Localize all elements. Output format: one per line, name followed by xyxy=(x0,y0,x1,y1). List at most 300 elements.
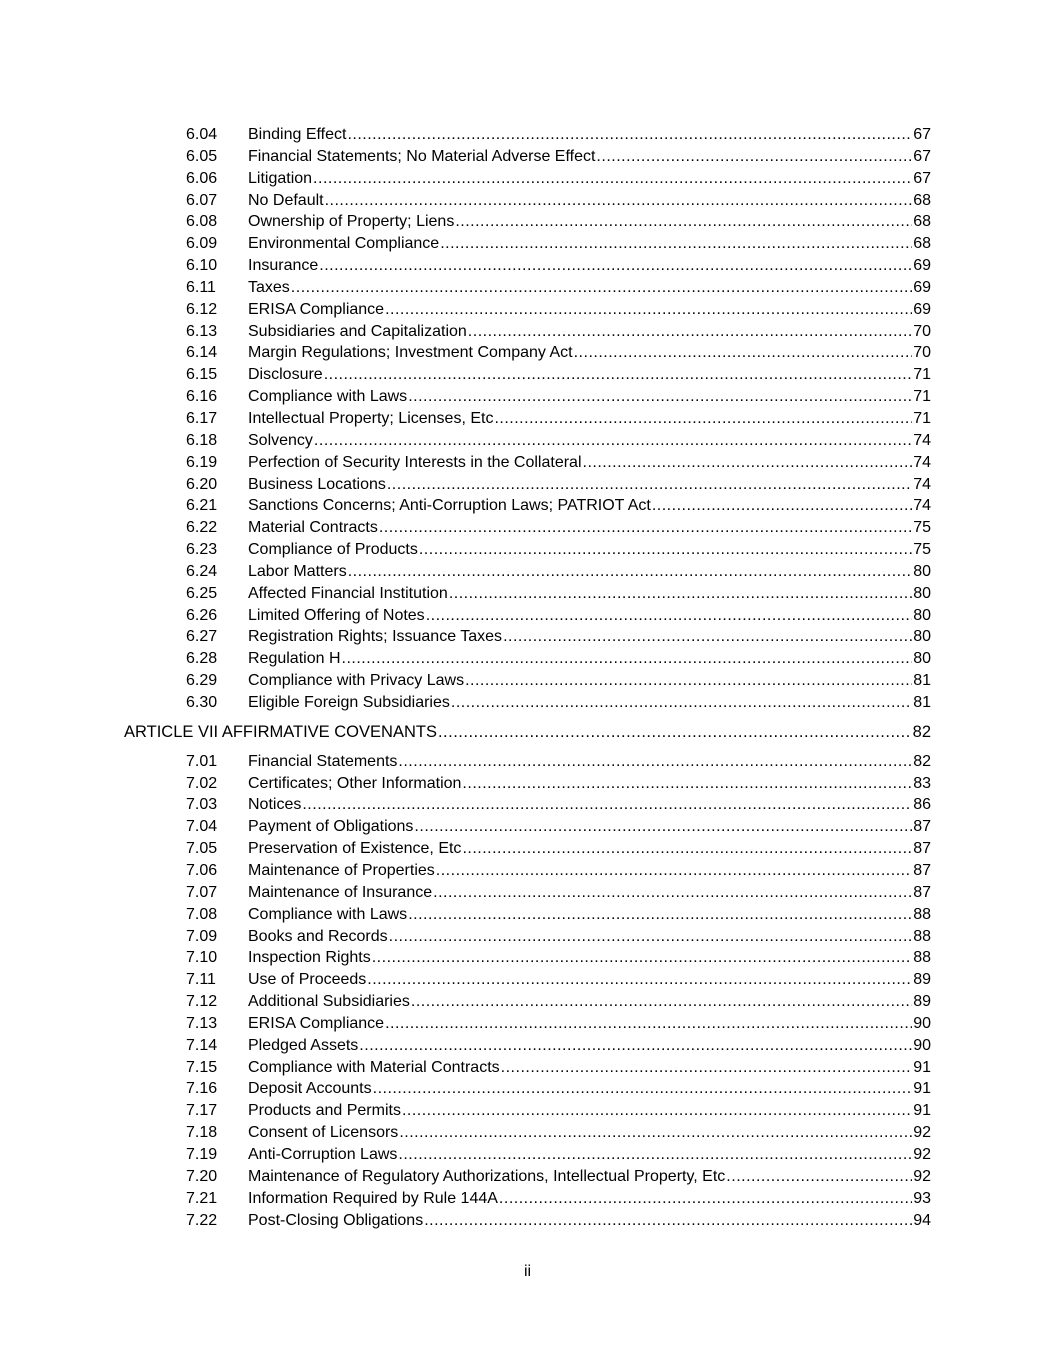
toc-row[interactable] xyxy=(0,882,1055,904)
section-page: 75 xyxy=(913,519,931,537)
toc-entry xyxy=(248,364,931,386)
dot-leader xyxy=(385,299,912,321)
toc-row[interactable] xyxy=(0,904,1055,926)
toc-row[interactable] xyxy=(0,860,1055,882)
section-number: 7.13 xyxy=(186,1014,218,1032)
section-title: Compliance with Laws xyxy=(248,905,408,923)
section-title: Financial Statements; No Material Adverse Effect xyxy=(248,147,596,165)
section-title: Perfection of Security Interests in the Collateral xyxy=(248,453,582,471)
dot-leader xyxy=(424,1210,912,1232)
toc-entry xyxy=(248,794,931,816)
section-number: 7.06 xyxy=(186,862,218,879)
section-page: 89 xyxy=(913,993,931,1011)
section-number: 6.25 xyxy=(186,584,218,602)
dot-leader xyxy=(389,926,913,948)
section-page: 67 xyxy=(913,147,931,165)
dot-leader xyxy=(468,321,912,343)
section-title: Books and Records xyxy=(248,927,388,945)
dot-leader xyxy=(387,474,912,496)
toc-row[interactable] xyxy=(0,386,1055,408)
toc-row[interactable] xyxy=(0,146,1055,168)
section-number: 7.19 xyxy=(186,1145,218,1163)
toc-entry xyxy=(248,882,931,904)
section-page: 70 xyxy=(913,322,931,340)
toc-row[interactable] xyxy=(0,342,1055,364)
section-number: 7.20 xyxy=(186,1167,218,1185)
dot-leader xyxy=(291,277,912,299)
dot-leader xyxy=(398,751,912,773)
section-number: 6.14 xyxy=(186,344,218,362)
toc-entry xyxy=(248,190,931,212)
toc-row[interactable] xyxy=(0,321,1055,343)
dot-leader xyxy=(302,794,912,816)
toc-row[interactable] xyxy=(0,1166,1055,1188)
section-title: Compliance of Products xyxy=(248,541,418,559)
section-page: 92 xyxy=(913,1167,931,1185)
article-title: ARTICLE VII AFFIRMATIVE COVENANTS xyxy=(124,722,437,741)
section-page: 68 xyxy=(913,213,931,231)
dot-leader xyxy=(372,947,912,969)
toc-entry xyxy=(248,926,931,948)
dot-leader xyxy=(419,539,912,561)
toc-entry xyxy=(248,838,931,860)
section-title: Information Required by Rule 144A xyxy=(248,1189,498,1207)
section-number: 7.02 xyxy=(186,774,218,792)
toc-entry xyxy=(248,299,931,321)
section-page: 86 xyxy=(913,796,931,814)
section-title: Preservation of Existence, Etc xyxy=(248,840,462,858)
toc-row[interactable] xyxy=(0,583,1055,605)
toc-entry xyxy=(248,452,931,474)
section-number: 6.11 xyxy=(186,278,216,296)
table-of-contents xyxy=(0,124,1055,1231)
toc-entry xyxy=(248,386,931,408)
dot-leader xyxy=(367,969,912,991)
toc-row[interactable] xyxy=(0,1013,1055,1035)
section-page: 71 xyxy=(913,388,931,406)
section-number: 7.05 xyxy=(186,840,218,858)
toc-entry xyxy=(248,1144,931,1166)
toc-entry xyxy=(248,773,931,795)
toc-row[interactable] xyxy=(0,517,1055,539)
toc-entry xyxy=(248,1078,931,1100)
section-number: 7.04 xyxy=(186,818,218,836)
dot-leader xyxy=(440,233,912,255)
section-page: 74 xyxy=(913,453,931,471)
dot-leader xyxy=(325,190,913,212)
dot-leader xyxy=(313,168,912,190)
section-title: Anti-Corruption Laws xyxy=(248,1145,398,1163)
section-title: Maintenance of Regulatory Authorizations, Intellectual Property, Etc xyxy=(248,1167,726,1185)
dot-leader xyxy=(414,816,912,838)
dot-leader xyxy=(408,904,912,926)
toc-row[interactable] xyxy=(0,190,1055,212)
section-number: 6.13 xyxy=(186,322,218,340)
section-number: 6.21 xyxy=(186,497,218,515)
toc-entry xyxy=(248,277,931,299)
section-page: 87 xyxy=(913,840,931,858)
section-title: Additional Subsidiaries xyxy=(248,993,410,1011)
toc-row[interactable] xyxy=(0,364,1055,386)
section-page: 75 xyxy=(913,541,931,559)
dot-leader xyxy=(398,1144,912,1166)
section-title: Margin Regulations; Investment Company Act xyxy=(248,344,573,362)
section-title: Compliance with Privacy Laws xyxy=(248,672,465,690)
section-page: 82 xyxy=(913,752,931,770)
section-page: 81 xyxy=(913,693,931,711)
section-title: Labor Matters xyxy=(248,562,347,580)
toc-entry xyxy=(248,517,931,539)
dot-leader xyxy=(319,255,912,277)
toc-row[interactable] xyxy=(0,233,1055,255)
section-page: 69 xyxy=(913,278,931,296)
section-page: 67 xyxy=(913,169,931,187)
dot-leader xyxy=(426,605,913,627)
section-page: 91 xyxy=(913,1080,931,1098)
toc-row[interactable] xyxy=(0,969,1055,991)
toc-entry xyxy=(248,1057,931,1079)
section-title: Notices xyxy=(248,796,302,814)
section-page: 92 xyxy=(913,1145,931,1163)
toc-entry xyxy=(248,321,931,343)
section-number: 7.18 xyxy=(186,1124,218,1142)
section-number: 7.03 xyxy=(186,796,218,814)
toc-row[interactable] xyxy=(0,539,1055,561)
section-number: 7.09 xyxy=(186,927,218,945)
section-page: 83 xyxy=(913,774,931,792)
dot-leader xyxy=(652,495,912,517)
section-page: 68 xyxy=(913,191,931,209)
toc-row[interactable] xyxy=(0,605,1055,627)
section-title: Subsidiaries and Capitalization xyxy=(248,322,467,340)
toc-entry xyxy=(248,1188,931,1210)
section-page: 94 xyxy=(913,1211,931,1229)
section-title: Business Locations xyxy=(248,475,386,493)
toc-row[interactable] xyxy=(0,1100,1055,1122)
section-number: 6.05 xyxy=(186,147,218,165)
section-number: 6.12 xyxy=(186,300,218,318)
toc-entry xyxy=(248,168,931,190)
section-title: Solvency xyxy=(248,431,313,449)
toc-entry xyxy=(248,211,931,233)
section-number: 6.04 xyxy=(186,126,218,143)
section-number: 6.07 xyxy=(186,191,218,209)
section-title: Environmental Compliance xyxy=(248,235,440,253)
section-title: Inspection Rights xyxy=(248,949,371,967)
toc-row[interactable] xyxy=(0,648,1055,670)
section-page: 74 xyxy=(913,497,931,515)
toc-entry xyxy=(248,648,931,670)
section-number: 6.27 xyxy=(186,628,218,646)
dot-leader xyxy=(451,692,912,714)
toc-row[interactable] xyxy=(0,1035,1055,1057)
section-title: Ownership of Property; Liens xyxy=(248,213,455,231)
section-number: 6.30 xyxy=(186,693,218,711)
dot-leader xyxy=(596,146,912,168)
dot-leader xyxy=(402,1100,912,1122)
section-number: 7.21 xyxy=(186,1189,218,1207)
toc-entry xyxy=(248,1035,931,1057)
toc-entry xyxy=(248,539,931,561)
section-number: 7.10 xyxy=(186,949,218,967)
toc-row[interactable] xyxy=(0,408,1055,430)
toc-entry xyxy=(248,991,931,1013)
section-title: Litigation xyxy=(248,169,313,187)
toc-entry xyxy=(248,495,931,517)
section-page: 74 xyxy=(913,475,931,493)
toc-row[interactable] xyxy=(0,1188,1055,1210)
section-title: Compliance with Laws xyxy=(248,388,408,406)
dot-leader xyxy=(324,364,913,386)
toc-entry xyxy=(248,947,931,969)
toc-row[interactable] xyxy=(0,1210,1055,1232)
section-title: Payment of Obligations xyxy=(248,818,414,836)
toc-row[interactable] xyxy=(0,168,1055,190)
section-title: Taxes xyxy=(248,278,290,296)
section-page: 90 xyxy=(913,1036,931,1054)
section-page: 71 xyxy=(913,366,931,384)
toc-entry xyxy=(248,751,931,773)
toc-entry xyxy=(248,474,931,496)
section-title: Disclosure xyxy=(248,366,323,384)
section-title: Consent of Licensors xyxy=(248,1124,399,1142)
section-number: 7.15 xyxy=(186,1058,218,1076)
toc-row[interactable] xyxy=(0,299,1055,321)
section-title: ERISA Compliance xyxy=(248,1014,385,1032)
dot-leader xyxy=(399,1122,912,1144)
toc-row[interactable] xyxy=(0,773,1055,795)
dot-leader xyxy=(385,1013,912,1035)
section-title: Deposit Accounts xyxy=(248,1080,372,1098)
toc-row[interactable] xyxy=(0,991,1055,1013)
section-page: 80 xyxy=(913,628,931,646)
toc-entry xyxy=(248,626,931,648)
dot-leader xyxy=(408,386,912,408)
toc-row[interactable] xyxy=(0,561,1055,583)
dot-leader xyxy=(462,838,912,860)
toc-entry xyxy=(248,583,931,605)
dot-leader xyxy=(438,717,912,747)
section-title: Affected Financial Institution xyxy=(248,584,448,602)
section-number: 7.14 xyxy=(186,1036,218,1054)
section-page: 87 xyxy=(913,818,931,836)
section-title: Maintenance of Insurance xyxy=(248,883,433,901)
section-number: 7.12 xyxy=(186,993,218,1011)
toc-row[interactable] xyxy=(0,211,1055,233)
section-number: 6.18 xyxy=(186,431,218,449)
toc-row[interactable] xyxy=(0,452,1055,474)
dot-leader xyxy=(726,1166,912,1188)
section-title: Regulation H xyxy=(248,650,341,668)
section-title: Products and Permits xyxy=(248,1102,401,1120)
toc-entry xyxy=(248,430,931,452)
section-title: Eligible Foreign Subsidiaries xyxy=(248,693,450,711)
page-number: ii xyxy=(523,1263,532,1280)
toc-entry xyxy=(248,1100,931,1122)
dot-leader xyxy=(503,626,912,648)
section-title: Intellectual Property; Licenses, Etc xyxy=(248,409,494,427)
section-number: 6.17 xyxy=(186,409,218,427)
dot-leader xyxy=(583,452,913,474)
section-number: 6.15 xyxy=(186,366,218,384)
dot-leader xyxy=(359,1035,912,1057)
toc-row[interactable] xyxy=(0,1144,1055,1166)
section-title: Pledged Assets xyxy=(248,1036,359,1054)
section-number: 6.20 xyxy=(186,475,218,493)
dot-leader xyxy=(455,211,912,233)
section-7-list xyxy=(0,751,1055,1232)
toc-entry xyxy=(124,717,931,747)
article-page: 82 xyxy=(912,722,931,741)
dot-leader xyxy=(462,773,912,795)
section-number: 7.11 xyxy=(186,971,216,989)
toc-entry xyxy=(248,1166,931,1188)
toc-entry xyxy=(248,904,931,926)
toc-row[interactable] xyxy=(0,1122,1055,1144)
section-page: 80 xyxy=(913,562,931,580)
toc-entry xyxy=(248,692,931,714)
dot-leader xyxy=(347,124,912,146)
dot-leader xyxy=(373,1078,913,1100)
toc-entry xyxy=(248,233,931,255)
section-title: Registration Rights; Issuance Taxes xyxy=(248,628,503,646)
toc-entry xyxy=(248,146,931,168)
dot-leader xyxy=(501,1057,913,1079)
toc-entry xyxy=(248,605,931,627)
section-page: 88 xyxy=(913,927,931,945)
section-title: Binding Effect xyxy=(248,126,347,143)
toc-row[interactable] xyxy=(0,794,1055,816)
toc-row[interactable] xyxy=(0,626,1055,648)
dot-leader xyxy=(342,648,913,670)
toc-entry xyxy=(248,1013,931,1035)
toc-row[interactable] xyxy=(0,751,1055,773)
dot-leader xyxy=(465,670,912,692)
dot-leader xyxy=(348,561,912,583)
toc-entry xyxy=(248,255,931,277)
section-number: 6.10 xyxy=(186,257,218,275)
dot-leader xyxy=(499,1188,912,1210)
section-page: 80 xyxy=(913,606,931,624)
toc-row[interactable] xyxy=(0,1078,1055,1100)
section-page: 89 xyxy=(913,971,931,989)
section-title: Post-Closing Obligations xyxy=(248,1211,424,1229)
section-number: 7.17 xyxy=(186,1102,218,1120)
section-title: No Default xyxy=(248,191,324,209)
section-number: 6.28 xyxy=(186,650,218,668)
section-number: 7.16 xyxy=(186,1080,218,1098)
section-number: 7.07 xyxy=(186,883,218,901)
section-page: 91 xyxy=(913,1058,931,1076)
toc-row[interactable] xyxy=(0,1057,1055,1079)
section-page: 87 xyxy=(913,883,931,901)
toc-row[interactable] xyxy=(0,692,1055,714)
toc-entry xyxy=(248,969,931,991)
section-page: 87 xyxy=(913,862,931,879)
section-number: 7.22 xyxy=(186,1211,218,1229)
section-number: 6.19 xyxy=(186,453,218,471)
toc-entry xyxy=(248,860,931,882)
toc-row[interactable] xyxy=(0,816,1055,838)
section-page: 92 xyxy=(913,1124,931,1142)
dot-leader xyxy=(574,342,913,364)
dot-leader xyxy=(494,408,912,430)
section-title: Maintenance of Properties xyxy=(248,862,435,879)
toc-row[interactable] xyxy=(0,670,1055,692)
dot-leader xyxy=(449,583,912,605)
section-number: 6.26 xyxy=(186,606,218,624)
section-page: 90 xyxy=(913,1014,931,1032)
toc-row[interactable] xyxy=(0,495,1055,517)
section-page: 80 xyxy=(913,650,931,668)
toc-row[interactable] xyxy=(0,947,1055,969)
dot-leader xyxy=(436,860,912,882)
section-page: 88 xyxy=(913,905,931,923)
section-page: 74 xyxy=(913,431,931,449)
section-number: 6.29 xyxy=(186,672,218,690)
section-page: 81 xyxy=(913,672,931,690)
section-page: 67 xyxy=(913,126,931,143)
section-number: 6.09 xyxy=(186,235,218,253)
section-number: 6.06 xyxy=(186,169,218,187)
toc-entry xyxy=(248,670,931,692)
section-title: Use of Proceeds xyxy=(248,971,367,989)
section-page: 68 xyxy=(913,235,931,253)
section-page: 91 xyxy=(913,1102,931,1120)
toc-entry xyxy=(248,124,931,146)
dot-leader xyxy=(314,430,912,452)
section-title: Certificates; Other Information xyxy=(248,774,462,792)
toc-entry xyxy=(248,816,931,838)
section-number: 6.16 xyxy=(186,388,218,406)
section-page: 93 xyxy=(913,1189,931,1207)
toc-row[interactable] xyxy=(0,838,1055,860)
toc-entry xyxy=(248,561,931,583)
toc-row[interactable] xyxy=(0,430,1055,452)
dot-leader xyxy=(433,882,912,904)
section-title: Sanctions Concerns; Anti-Corruption Laws; PATRIOT Act xyxy=(248,497,651,515)
toc-entry xyxy=(248,408,931,430)
section-title: Limited Offering of Notes xyxy=(248,606,425,624)
toc-row[interactable] xyxy=(0,255,1055,277)
toc-row[interactable] xyxy=(0,124,1055,146)
section-6-list xyxy=(0,124,1055,714)
section-page: 69 xyxy=(913,300,931,318)
toc-entry xyxy=(248,342,931,364)
toc-entry xyxy=(248,1210,931,1232)
section-number: 6.23 xyxy=(186,541,218,559)
toc-entry xyxy=(248,1122,931,1144)
section-page: 69 xyxy=(913,257,931,275)
section-title: Compliance with Material Contracts xyxy=(248,1058,500,1076)
dot-leader xyxy=(411,991,912,1013)
section-page: 80 xyxy=(913,584,931,602)
section-number: 6.22 xyxy=(186,519,218,537)
toc-row[interactable] xyxy=(0,277,1055,299)
dot-leader xyxy=(379,517,912,539)
toc-row[interactable] xyxy=(0,474,1055,496)
section-page: 88 xyxy=(913,949,931,967)
section-title: Financial Statements xyxy=(248,752,398,770)
toc-row[interactable] xyxy=(0,926,1055,948)
section-number: 7.01 xyxy=(186,752,218,770)
article-heading[interactable] xyxy=(0,717,1055,749)
section-title: Insurance xyxy=(248,257,319,275)
section-number: 6.24 xyxy=(186,562,218,580)
section-number: 6.08 xyxy=(186,213,218,231)
section-number: 7.08 xyxy=(186,905,218,923)
section-page: 70 xyxy=(913,344,931,362)
